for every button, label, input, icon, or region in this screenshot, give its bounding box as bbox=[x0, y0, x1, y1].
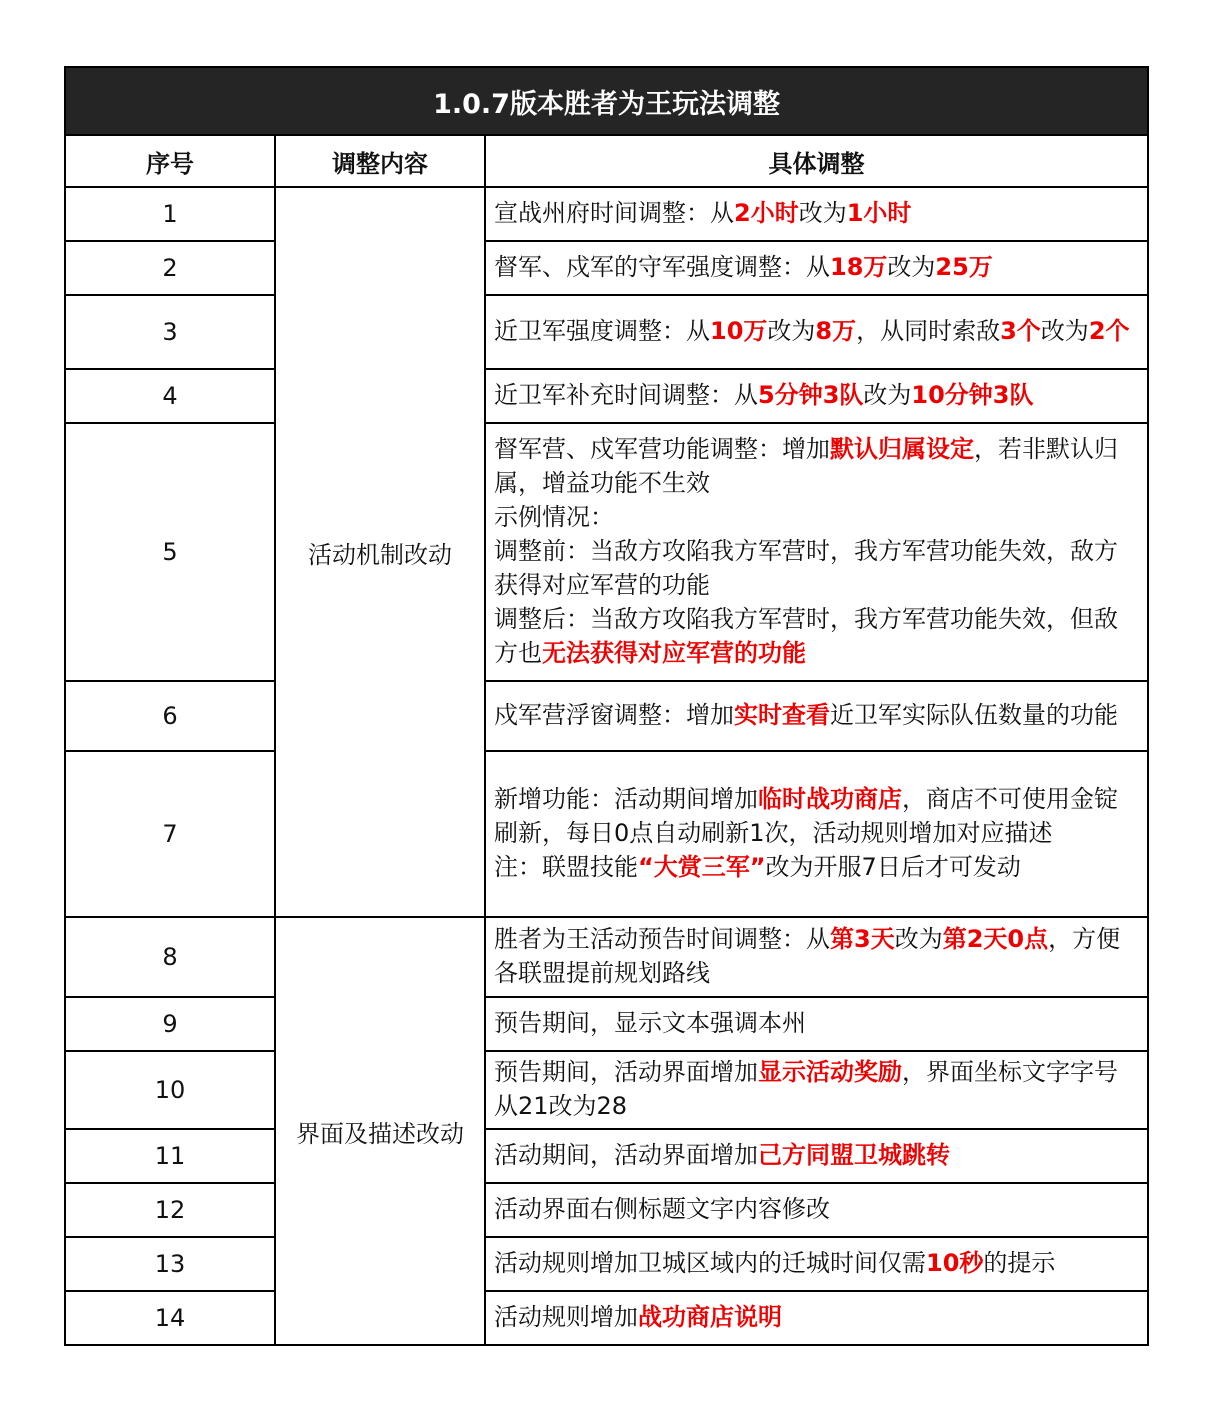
detail-line bbox=[494, 1006, 1141, 1040]
highlight-text: 战功商店说明 bbox=[638, 1303, 782, 1331]
detail-text: 督军营、戍军营功能调整：增加 bbox=[494, 435, 830, 463]
detail-line bbox=[494, 534, 1141, 602]
highlight-text: 8万 bbox=[815, 317, 857, 345]
detail-text: 活动期间，活动界面增加 bbox=[494, 1141, 758, 1169]
detail-text: 活动规则增加卫城区域内的迁城时间仅需 bbox=[494, 1249, 926, 1277]
row-number: 10 bbox=[65, 1051, 275, 1129]
category-activity: 活动机制改动 bbox=[275, 187, 485, 917]
row-number: 11 bbox=[65, 1129, 275, 1183]
detail-line bbox=[494, 850, 1141, 884]
highlight-text: 10秒 bbox=[926, 1249, 984, 1277]
detail-text: 宣战州府时间调整：从 bbox=[494, 199, 734, 227]
detail-line bbox=[494, 378, 1141, 412]
row-detail bbox=[485, 917, 1148, 997]
highlight-text: 10万 bbox=[710, 317, 768, 345]
row-number: 14 bbox=[65, 1291, 275, 1345]
detail-line bbox=[494, 1300, 1141, 1334]
row-number: 12 bbox=[65, 1183, 275, 1237]
highlight-text: 5分钟3队 bbox=[758, 381, 864, 409]
table-row bbox=[65, 751, 1148, 917]
row-detail bbox=[485, 1291, 1148, 1345]
detail-text: 改为 bbox=[1040, 317, 1089, 345]
highlight-text: 实时查看 bbox=[734, 701, 830, 729]
detail-text: 改为 bbox=[863, 381, 912, 409]
row-detail bbox=[485, 1051, 1148, 1129]
detail-line bbox=[494, 1138, 1141, 1172]
detail-text: 注：联盟技能 bbox=[494, 853, 638, 881]
row-number: 1 bbox=[65, 187, 275, 241]
detail-line bbox=[494, 698, 1141, 732]
highlight-text: 第2天0点 bbox=[942, 925, 1049, 953]
row-detail bbox=[485, 369, 1148, 423]
detail-line bbox=[494, 1055, 1141, 1123]
row-detail bbox=[485, 187, 1148, 241]
highlight-text: 第3天 bbox=[830, 925, 895, 953]
detail-line bbox=[494, 602, 1141, 670]
detail-text: 戍军营浮窗调整：增加 bbox=[494, 701, 734, 729]
row-detail bbox=[485, 241, 1148, 295]
row-number: 8 bbox=[65, 917, 275, 997]
detail-line bbox=[494, 782, 1141, 850]
row-detail bbox=[485, 997, 1148, 1051]
table-row bbox=[65, 1183, 1148, 1237]
highlight-text: 1小时 bbox=[846, 199, 912, 227]
row-number: 4 bbox=[65, 369, 275, 423]
row-number: 3 bbox=[65, 295, 275, 369]
row-number: 5 bbox=[65, 423, 275, 681]
detail-text: 活动规则增加 bbox=[494, 1303, 638, 1331]
detail-text: 活动界面右侧标题文字内容修改 bbox=[494, 1195, 830, 1223]
header-index: 序号 bbox=[65, 135, 275, 187]
table-row bbox=[65, 423, 1148, 681]
highlight-text: 己方同盟卫城跳转 bbox=[758, 1141, 950, 1169]
title-row bbox=[65, 67, 1148, 135]
highlight-text: 临时战功商店 bbox=[758, 785, 902, 813]
table-row bbox=[65, 1129, 1148, 1183]
table-row bbox=[65, 187, 1148, 241]
header-row bbox=[65, 135, 1148, 187]
detail-text: 改为 bbox=[887, 253, 936, 281]
highlight-text: 2个 bbox=[1088, 317, 1130, 345]
highlight-text: 显示活动奖励 bbox=[758, 1058, 902, 1086]
row-detail bbox=[485, 1183, 1148, 1237]
detail-text: 调整前：当敌方攻陷我方军营时，我方军营功能失效，敌方获得对应军营的功能 bbox=[494, 537, 1118, 599]
table-row bbox=[65, 295, 1148, 369]
detail-text: 近卫军补充时间调整：从 bbox=[494, 381, 758, 409]
table-row bbox=[65, 917, 1148, 997]
table-row bbox=[65, 369, 1148, 423]
row-detail bbox=[485, 681, 1148, 751]
detail-text: ，界面坐标文字字号从21改为28 bbox=[494, 1058, 1118, 1120]
category-ui: 界面及描述改动 bbox=[275, 917, 485, 1345]
detail-text: ，若非默认归属，增益功能不生效 bbox=[494, 435, 1118, 497]
table-row bbox=[65, 1237, 1148, 1291]
header-content: 调整内容 bbox=[275, 135, 485, 187]
row-number: 7 bbox=[65, 751, 275, 917]
detail-line bbox=[494, 314, 1141, 348]
detail-text: 督军、戍军的守军强度调整：从 bbox=[494, 253, 830, 281]
detail-text: ，从同时索敌 bbox=[856, 317, 1001, 345]
row-detail bbox=[485, 295, 1148, 369]
detail-text: 示例情况： bbox=[494, 503, 614, 531]
table-row bbox=[65, 1051, 1148, 1129]
detail-text: 调整后：当敌方攻陷我方军营时，我方军营功能失效，但敌方也 bbox=[494, 605, 1118, 667]
detail-text: 改为开服7日后才可发动 bbox=[765, 853, 1021, 881]
table-row bbox=[65, 241, 1148, 295]
highlight-text: “大赏三军” bbox=[638, 853, 766, 881]
detail-text: 近卫军强度调整：从 bbox=[494, 317, 710, 345]
row-number: 6 bbox=[65, 681, 275, 751]
highlight-text: 无法获得对应军营的功能 bbox=[542, 639, 806, 667]
row-number: 9 bbox=[65, 997, 275, 1051]
table-row bbox=[65, 681, 1148, 751]
detail-text: 预告期间，活动界面增加 bbox=[494, 1058, 758, 1086]
row-detail bbox=[485, 1237, 1148, 1291]
row-number: 13 bbox=[65, 1237, 275, 1291]
row-detail bbox=[485, 1129, 1148, 1183]
detail-text: ，商店不可使用金锭刷新，每日0点自动刷新1次，活动规则增加对应描述 bbox=[494, 785, 1118, 847]
detail-line bbox=[494, 432, 1141, 500]
highlight-text: 默认归属设定 bbox=[830, 435, 974, 463]
detail-line bbox=[494, 1192, 1141, 1226]
row-number: 2 bbox=[65, 241, 275, 295]
row-detail bbox=[485, 751, 1148, 917]
highlight-text: 10分钟3队 bbox=[911, 381, 1034, 409]
detail-text: 的提示 bbox=[983, 1249, 1056, 1277]
detail-text: 新增功能：活动期间增加 bbox=[494, 785, 758, 813]
table-row bbox=[65, 1291, 1148, 1345]
table-title: 1.0.7版本胜者为王玩法调整 bbox=[65, 67, 1148, 135]
adjustment-table bbox=[64, 66, 1149, 1346]
highlight-text: 2小时 bbox=[734, 199, 799, 227]
detail-line bbox=[494, 1246, 1141, 1280]
table-row bbox=[65, 997, 1148, 1051]
detail-text: 改为 bbox=[767, 317, 816, 345]
header-detail: 具体调整 bbox=[485, 135, 1148, 187]
highlight-text: 3个 bbox=[1000, 317, 1041, 345]
detail-line bbox=[494, 922, 1141, 990]
detail-line bbox=[494, 500, 1141, 534]
detail-line bbox=[494, 196, 1141, 230]
highlight-text: 25万 bbox=[935, 253, 993, 281]
detail-text: 改为 bbox=[798, 199, 847, 227]
row-detail bbox=[485, 423, 1148, 681]
detail-text: 胜者为王活动预告时间调整：从 bbox=[494, 925, 830, 953]
detail-text: ，方便各联盟提前规划路线 bbox=[494, 925, 1121, 987]
detail-line bbox=[494, 250, 1141, 284]
detail-text: 预告期间，显示文本强调本州 bbox=[494, 1009, 806, 1037]
detail-text: 改为 bbox=[894, 925, 943, 953]
highlight-text: 18万 bbox=[830, 253, 888, 281]
detail-text: 近卫军实际队伍数量的功能 bbox=[830, 701, 1118, 729]
